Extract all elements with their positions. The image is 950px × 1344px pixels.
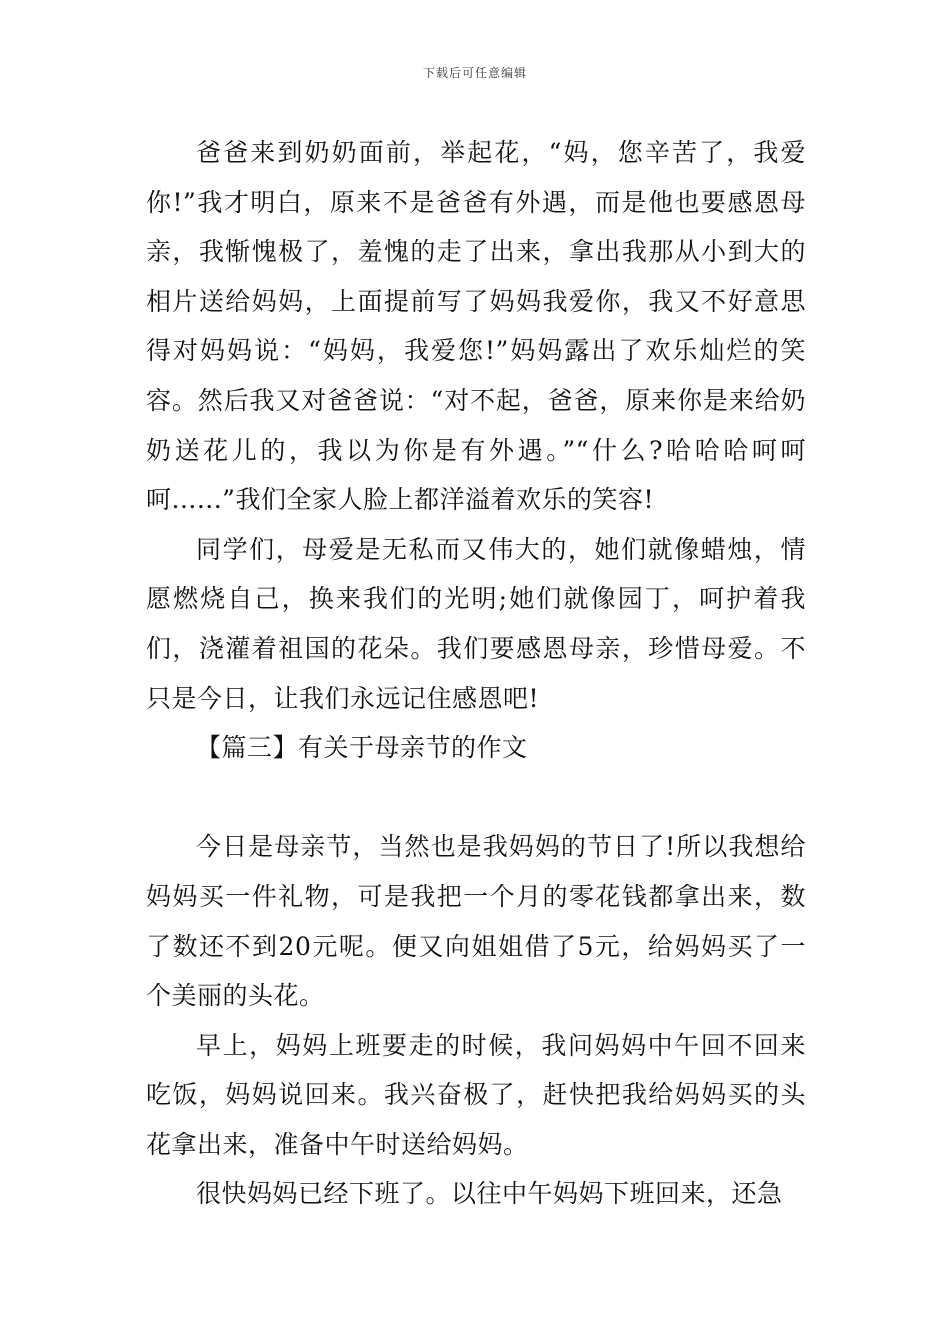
paragraph: 今日是母亲节，当然也是我妈妈的节日了!所以我想给妈妈买一件礼物，可是我把一个月的零花钱都拿出来，数了数还不到20元呢。便又向姐姐借了5元，给妈妈买了一个美丽的头花。 xyxy=(146,832,806,1011)
page-header: 下载后可任意编辑 xyxy=(422,66,527,80)
paragraph: 早上，妈妈上班要走的时候，我问妈妈中午回不回来吃饭，妈妈说回来。我兴奋极了，赶快把我给妈妈买的头花拿出来，准备中午时送给妈妈。 xyxy=(146,1030,806,1159)
blank-line xyxy=(146,773,806,823)
paragraph: 爸爸来到奶奶面前，举起花，“妈，您辛苦了，我爱你!”我才明白，原来不是爸爸有外遇，而是他也要感恩母亲，我惭愧极了，羞愧的走了出来，拿出我那从小到大的相片送给妈妈，上面提前写了妈妈我爱你，我又不好意思得对妈妈说：“妈妈，我爱您!”妈妈露出了欢乐灿烂的笑容。然后我又对爸爸说：“对不起，爸爸，原来你是来给奶奶送花儿的，我以为你是有外遇。”“什么?哈哈哈呵呵呵......”我们全家人脸上都洋溢着欢乐的笑容! xyxy=(146,138,806,515)
section-heading: 【篇三】有关于母亲节的作文 xyxy=(196,733,528,763)
paragraph: 很快妈妈已经下班了。以往中午妈妈下班回来，还急 xyxy=(196,1179,783,1209)
document-body xyxy=(146,128,806,1219)
paragraph: 同学们，母爱是无私而又伟大的，她们就像蜡烛，情愿燃烧自己，换来我们的光明;她们就像园丁，呵护着我们，浇灌着祖国的花朵。我们要感恩母亲，珍惜母爱。不只是今日，让我们永远记住感恩吧! xyxy=(146,534,806,713)
